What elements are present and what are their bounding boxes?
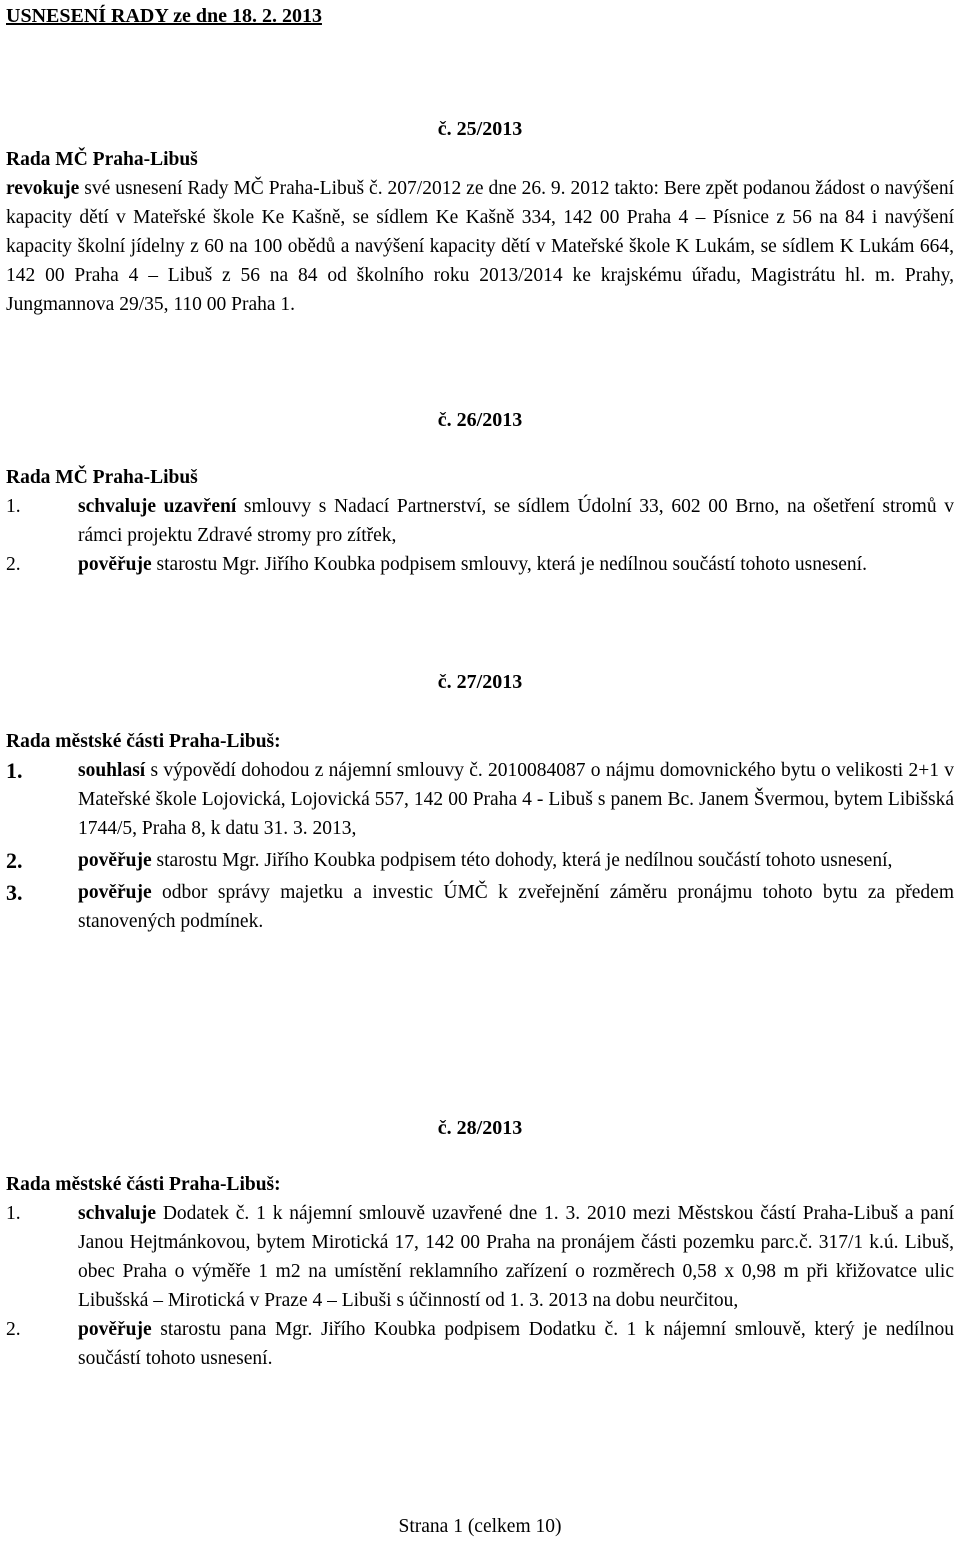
council-name: Rada MČ Praha-Libuš [6,467,198,488]
item-verb: pověřuje [78,850,152,871]
resolution-number: č. 26/2013 [437,409,523,431]
item-body: starostu pana Mgr. Jiřího Koubka podpisem Dodatku č. 1 k nájemní smlouvě, který je nedílnou součástí tohoto usnesení. [78,1319,954,1369]
item-body: odbor správy majetku a investic ÚMČ k zveřejnění záměru pronájmu tohoto bytu za předem stanovených podmínek. [78,882,954,932]
resolution-item [6,878,954,936]
item-body: Dodatek č. 1 k nájemní smlouvě uzavřené dne 1. 3. 2010 mezi Městskou částí Praha-Libuš a paní Janou Hejtmánkovou, bytem Mirotická 17, 142 00 Praha na pronájem části pozemku parc.č. 317/1 k.ú. Libuš, obec Praha o výměře 1 m2 na umístění reklamního zařízení o rozměrech 0,58 x 0,98 m při křižovatce ulic Libušská – Mirotická v Praze 4 – Libuši s účinností od 1. 3. 2013 na dobu neurčitou, [78,1203,954,1311]
item-number: 2. [6,554,21,575]
item-body: s výpovědí dohodou z nájemní smlouvy č. 2010084087 o nájmu domovnického bytu o velikosti 2+1 v Mateřské škole Lojovická, Lojovická 557, 142 00 Praha 4 - Libuš s panem Bc. Janem Švermou, bytem Libišská 1744/5, Praha 8, k datu 31. 3. 2013, [78,760,954,839]
item-text [78,756,954,843]
resolution-item [6,846,954,875]
resolution-item [6,492,954,550]
item-verb: souhlasí [78,760,146,781]
item-body: starostu Mgr. Jiřího Koubka podpisem této dohody, která je nedílnou součástí tohoto usnesení, [151,850,893,871]
resolution-item [6,756,954,843]
resolution-text: své usnesení Rady MČ Praha-Libuš č. 207/2012 ze dne 26. 9. 2012 takto: Bere zpět podanou žádost o navýšení kapacity dětí v Mateřské škole Ke Kašně, se sídlem Ke Kašně 334, 142 00 Praha 4 – Písnice z 56 na 84 i navýšení kapacity školní jídelny z 60 na 100 obědů a navýšení kapacity dětí v Mateřské škole K Lukám, se sídlem K Lukám 664, 142 00 Praha 4 – Libuš z 56 na 84 od školního roku 2013/2014 ke krajskému úřadu, Magistrátu hl. m. Prahy, Jungmannova 29/35, 110 00 Praha 1. [6,178,954,315]
council-name: Rada MČ Praha-Libuš [6,149,198,170]
item-verb: pověřuje [78,1319,152,1340]
resolution-item [6,550,954,579]
resolution-body [6,463,954,579]
document-title: USNESENÍ RADY ze dne 18. 2. 2013 [6,5,322,27]
item-verb: pověřuje [78,554,152,575]
item-text [78,1199,954,1315]
item-verb: pověřuje [78,882,152,903]
item-number: 2. [6,848,23,873]
item-number: 1. [6,1203,21,1224]
item-body: smlouvy s Nadací Partnerství, se sídlem Údolní 33, 602 00 Brno, na ošetření stromů v rámci projektu Zdravé stromy pro zítřek, [78,496,955,546]
resolution-item [6,1199,954,1315]
item-verb: schvaluje uzavření [78,496,237,517]
resolution-number: č. 27/2013 [437,671,523,693]
resolution-body [6,1170,954,1373]
resolution-number: č. 28/2013 [437,1117,523,1139]
resolution-body [6,727,954,936]
item-number: 3. [6,880,23,905]
item-body: starostu Mgr. Jiřího Koubka podpisem smlouvy, která je nedílnou součástí tohoto usnesení. [151,554,867,575]
council-name: Rada městské části Praha-Libuš: [6,1174,281,1195]
item-verb: schvaluje [78,1203,156,1224]
item-text [78,550,954,579]
item-text [78,878,954,936]
item-number: 1. [6,758,23,783]
item-text [78,846,954,875]
resolution-body [6,145,954,319]
item-number: 1. [6,496,21,517]
item-text [78,492,954,550]
item-number: 2. [6,1319,21,1340]
resolution-item [6,1315,954,1373]
resolution-verb: revokuje [6,178,80,199]
council-name: Rada městské části Praha-Libuš: [6,731,281,752]
resolution-number: č. 25/2013 [437,118,523,140]
page-counter: Strana 1 (celkem 10) [398,1516,562,1537]
item-text [78,1315,954,1373]
resolution-paragraph [6,174,954,319]
